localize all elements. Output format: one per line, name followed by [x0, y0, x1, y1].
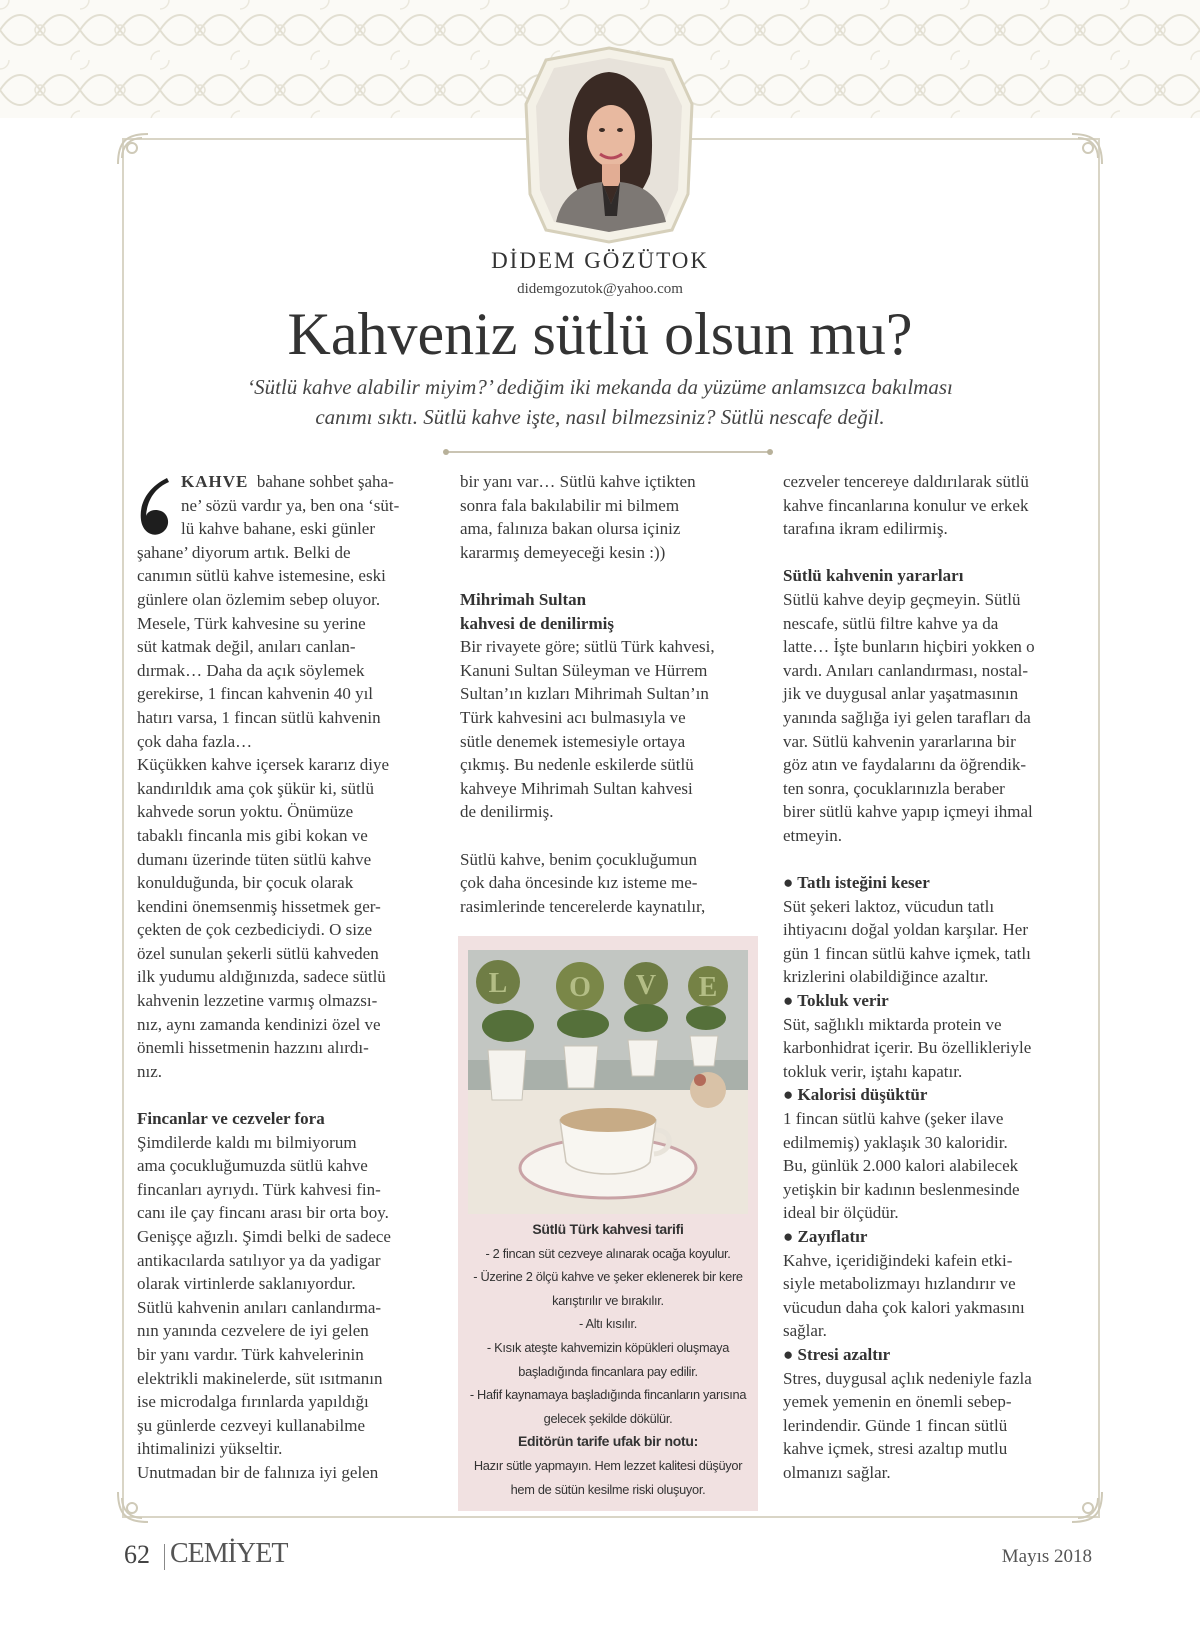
editor-note-line: Hazır sütle yapmayın. Hem lezzet kalitesi düşüyor [473, 1457, 743, 1473]
paragraph [783, 1107, 1079, 1225]
deck-line: ‘Sütlü kahve alabilir miyim?’ dediğim iki mekanda da yüzüme anlamsızca bakılması [247, 375, 953, 399]
text-line: Sütlü kahve, benim çocukluğumun [460, 849, 698, 869]
photo-letter: L [488, 968, 508, 999]
paragraph [783, 1249, 1079, 1343]
text-line: nın yanında cezvelere de iyi gelen [137, 1321, 369, 1341]
text-line: kandırıldık ama çok şükür ki, sütlü [137, 778, 375, 798]
photo-letter: V [635, 970, 657, 1001]
text-line: bir yanı vardır. Türk kahvelerinin [137, 1344, 364, 1364]
text-line: Sütlü kahve deyip geçmeyin. Sütlü [783, 589, 1021, 609]
corner-ornament-icon [1066, 1486, 1108, 1528]
text-line: tabaklı fincanla mis gibi kokan ve [137, 825, 368, 845]
text-line: antikacılarda satılıyor ya da yadigar [137, 1250, 381, 1270]
paragraph [783, 1013, 1079, 1084]
subhead-line: Mihrimah Sultan [460, 589, 587, 609]
text-line: Kahve, içeridiğindeki kafein etki- [783, 1250, 1013, 1270]
recipe-title: Sütlü Türk kahvesi tarifi [532, 1221, 684, 1237]
text-line: çekten de çok cezbediciydi. O size [137, 920, 373, 940]
article-deck [140, 372, 1060, 432]
text-line: Genişçe ağızlı. Şimdi belki de sadece [137, 1227, 391, 1246]
text-line: tarafına ikram edilirmiş. [783, 519, 948, 539]
text-line: kahve fincanlarına konulur ve erkek [783, 495, 1029, 515]
text-line: nız. [137, 1061, 163, 1081]
text-line: gün 1 fincan sütlü kahve içmek, tatlı [783, 943, 1031, 963]
paragraph [783, 895, 1079, 989]
text-line: ama, falınıza bakan olursa içiniz [460, 519, 681, 539]
footer-separator [164, 1544, 165, 1570]
text-line: Süt şekeri laktoz, vücudun tatlı [783, 896, 995, 916]
text-line: Stres, duygusal açlık nedeniyle fazla [783, 1368, 1032, 1388]
text-line: günlere olan özlemim sebep oluyor. [137, 589, 381, 609]
text-line: Bu, günlük 2.000 kalori alabilecek [783, 1156, 1019, 1176]
text-line: ilk yudumu aldığınızda, sadece sütlü [137, 967, 386, 987]
text-line: latte… İşte bunların hiçbiri yokken o [783, 637, 1035, 657]
text-line: yetişkin bir kadının beslenmesinde [783, 1179, 1020, 1199]
text-line: Sultan’ın kızları Mihrimah Sultan’ın [460, 684, 709, 704]
text-line: cezveler tencereye daldırılarak sütlü [783, 472, 1029, 491]
ornament-divider [440, 446, 776, 458]
article-headline: Kahveniz sütlü olsun mu? [287, 301, 913, 367]
benefit-title: ● Tatlı isteğini keser [783, 873, 930, 893]
recipe-text [466, 1218, 750, 1501]
text-line: ten sonra, çocuklarınızla beraber [783, 778, 1005, 798]
text-line: sonra fala bakılabilir mi bilmem [460, 495, 680, 515]
text-line: bahane sohbet şaha- [256, 472, 394, 491]
author-email: didemgozutok@yahoo.com [517, 281, 683, 297]
text-line: lü kahve bahane, eski günler [181, 519, 376, 539]
text-line: dumanı üzerinde tüten sütlü kahve [137, 849, 372, 869]
subhead-line: kahvesi de denilirmiş [460, 613, 614, 633]
section-subhead: Fincanlar ve cezveler fora [137, 1109, 325, 1129]
text-line: hatırı varsa, 1 fincan sütlü kahvenin [137, 707, 381, 727]
text-line: ideal bir ölçüdür. [783, 1203, 899, 1223]
editor-note-title: Editörün tarife ufak bir notu: [518, 1433, 698, 1450]
text-line: Kanuni Sultan Süleyman ve Hürrem [460, 660, 708, 680]
paragraph [783, 588, 1079, 848]
magazine-name: CEMİYET [170, 1538, 288, 1569]
article-column-1 [137, 470, 433, 1485]
text-line: Küçükken kahve içersek kararız diye [137, 755, 390, 775]
benefit-title: ● Zayıflatır [783, 1227, 868, 1246]
text-line: gerekirse, 1 fincan kahvenin 40 yıl [137, 684, 374, 704]
issue-date: Mayıs 2018 [1001, 1546, 1092, 1567]
text-line: ne’ sözü vardır ya, ben ona ‘süt- [181, 495, 400, 515]
recipe-step: - Altı kısılır. [578, 1316, 638, 1332]
text-line: nescafe, sütlü filtre kahve ya da [783, 613, 999, 633]
photo-letter: E [698, 972, 718, 1003]
text-line: vardı. Anıları canlandırması, nostal- [783, 660, 1029, 680]
recipe-box [458, 936, 758, 1511]
text-line: krizlerini olabildiğince azaltır. [783, 967, 989, 987]
text-line: çok daha öncesinde kız isteme me- [460, 873, 698, 893]
text-line: Unutmadan bir de falınıza iyi gelen [137, 1462, 379, 1482]
text-line: kararmış demeyeceği kesin :)) [460, 542, 666, 562]
paragraph [460, 470, 760, 564]
text-line: ise microdalga fırınlarda yapıldığı [137, 1392, 369, 1412]
text-line: kahvenin lezzetine varmış olmazsı- [137, 991, 378, 1011]
text-line: kahvede sorun yoktu. Önümüze [137, 802, 354, 822]
text-line: canımın sütlü kahve istemesine, eski [137, 566, 386, 586]
text-line: birer sütlü kahve yapıp içmeyi ihmal [783, 802, 1033, 822]
text-line: canı ile çay fincanı arası bir orta boy. [137, 1203, 389, 1223]
recipe-step: - Hafif kaynamaya başladığında fincanların yarısına [469, 1387, 747, 1403]
text-line: Türk kahvesini acı bulmasıyla ve [460, 707, 686, 727]
corner-ornament-icon [1066, 128, 1108, 170]
paragraph [460, 848, 760, 919]
section-subhead [460, 588, 760, 635]
text-line: 1 fincan sütlü kahve (şeker ilave [783, 1109, 1004, 1129]
page-number: 62 [124, 1540, 150, 1569]
paragraph [137, 1131, 433, 1485]
text-line: de denilirmiş. [460, 802, 554, 822]
text-line: Sütlü kahvenin anıları canlandırma- [137, 1297, 382, 1317]
text-line: elektrikli makinelerde, süt ısıtmanın [137, 1368, 383, 1388]
editor-note-line: hem de sütün kesilme riski oluşuyor. [510, 1481, 706, 1497]
corner-ornament-icon [112, 128, 154, 170]
text-line: Bir rivayete göre; sütlü Türk kahvesi, [460, 637, 715, 657]
text-line: Şimdilerde kaldı mı bilmiyorum [137, 1132, 357, 1152]
text-line: olmanızı sağlar. [783, 1462, 891, 1482]
text-line: şahane’ diyorum artık. Belki de [137, 542, 351, 562]
text-line: vücudun daha çok kalori yakmasını [783, 1297, 1025, 1317]
text-line: ihtiyacını doğal yoldan karşılar. Her [783, 920, 1029, 940]
text-line: lerindendir. Günde 1 fincan sütlü [783, 1415, 1008, 1435]
text-line: etmeyin. [783, 825, 843, 845]
recipe-step: - Üzerine 2 ölçü kahve ve şeker eklenerek bir kere [473, 1269, 743, 1285]
text-line: nız, aynı zamanda kendinizi özel ve [137, 1014, 381, 1034]
text-line: yanında sağlığa iyi gelen tarafları da [783, 707, 1031, 727]
text-line: süt katmak değil, anıları canlan- [137, 637, 356, 657]
text-line: çok daha fazla… [137, 731, 253, 751]
text-line: fincanları ayrıydı. Türk kahvesi fin- [137, 1179, 381, 1199]
text-line: sağlar. [783, 1321, 827, 1341]
deck-line: canımı sıktı. Sütlü kahve işte, nasıl bilmezsiniz? Sütlü nescafe değil. [315, 405, 885, 429]
photo-letter: O [569, 972, 591, 1003]
paragraph [783, 1367, 1079, 1485]
text-line: edilmemiş) yaklaşık 30 kaloridir. [783, 1132, 1008, 1152]
text-line: çıkmış. Bu nedenle eskilerde sütlü [460, 755, 694, 775]
quote-mark-icon [137, 474, 173, 540]
article-column-2 [460, 470, 760, 918]
paragraph [783, 470, 1079, 541]
text-line: kendini önemsenmiş hissetmek ger- [137, 896, 381, 916]
text-line: konulduğunda, bir çocuk olarak [137, 873, 354, 893]
recipe-step: gelecek şekilde dökülür. [543, 1410, 673, 1426]
paragraph [460, 635, 760, 824]
text-line: yemek yemenin en önemli sebep- [783, 1392, 1012, 1412]
recipe-step: - 2 fincan süt cezveye alınarak ocağa koyulur. [485, 1245, 731, 1261]
text-line: rasimlerinde tencerelerde kaynatılır, [460, 896, 706, 916]
text-line: dırmak… Daha da açık söylemek [137, 660, 365, 680]
paragraph [137, 470, 433, 1083]
text-line: tokluk verir, iştahı kapatır. [783, 1061, 963, 1081]
text-line: Süt, sağlıklı miktarda protein ve [783, 1014, 1002, 1034]
corner-ornament-icon [112, 1486, 154, 1528]
benefit-title: ● Tokluk verir [783, 991, 889, 1011]
coffee-photo [468, 950, 748, 1214]
text-line: göz atın ve faydalarını da öğrendik- [783, 755, 1027, 775]
text-line: sütle denemek istemesiyle ortaya [460, 731, 686, 751]
section-subhead: Sütlü kahvenin yararları [783, 566, 964, 586]
text-line: bir yanı var… Sütlü kahve içtikten [460, 472, 696, 491]
benefit-title: ● Stresi azaltır [783, 1344, 891, 1364]
author-portrait [522, 44, 696, 244]
text-line: karbonhidrat içerir. Bu özellikleriyle [783, 1038, 1032, 1058]
text-line: kahve içmek, stresi azaltıp mutlu [783, 1439, 1008, 1459]
recipe-step: karıştırılır ve bırakılır. [552, 1292, 664, 1308]
text-line: önemli hissetmenin hazzını alırdı- [137, 1038, 369, 1058]
text-line: olarak virtinlerde saklanıyordur. [137, 1274, 356, 1294]
text-line: özel sunulan şekerli sütlü kahveden [137, 943, 379, 963]
lead-word: KAHVE [181, 472, 249, 491]
text-line: ihtimalinizi yükseltir. [137, 1439, 283, 1459]
article-column-3 [783, 470, 1079, 1485]
text-line: şu günlerde cezveyi kullanabilme [137, 1415, 365, 1435]
text-line: jik ve duygusal anlar yaşatmasının [783, 684, 1019, 704]
recipe-step: başladığında fincanlara pay edilir. [518, 1363, 698, 1379]
recipe-step: - Kısık ateşte kahvemizin köpükleri oluşmaya [486, 1339, 730, 1355]
benefit-title: ● Kalorisi düşüktür [783, 1085, 928, 1105]
text-line: siyle metabolizmayı hızlandırır ve [783, 1274, 1016, 1294]
author-name: DİDEM GÖZÜTOK [491, 248, 709, 273]
text-line: Mesele, Türk kahvesine su yerine [137, 613, 366, 633]
text-line: var. Sütlü kahvenin yararlarına bir [783, 731, 1016, 751]
text-line: ama çocukluğumuzda sütlü kahve [137, 1156, 368, 1176]
text-line: kahveye Mihrimah Sultan kahvesi [460, 778, 693, 798]
